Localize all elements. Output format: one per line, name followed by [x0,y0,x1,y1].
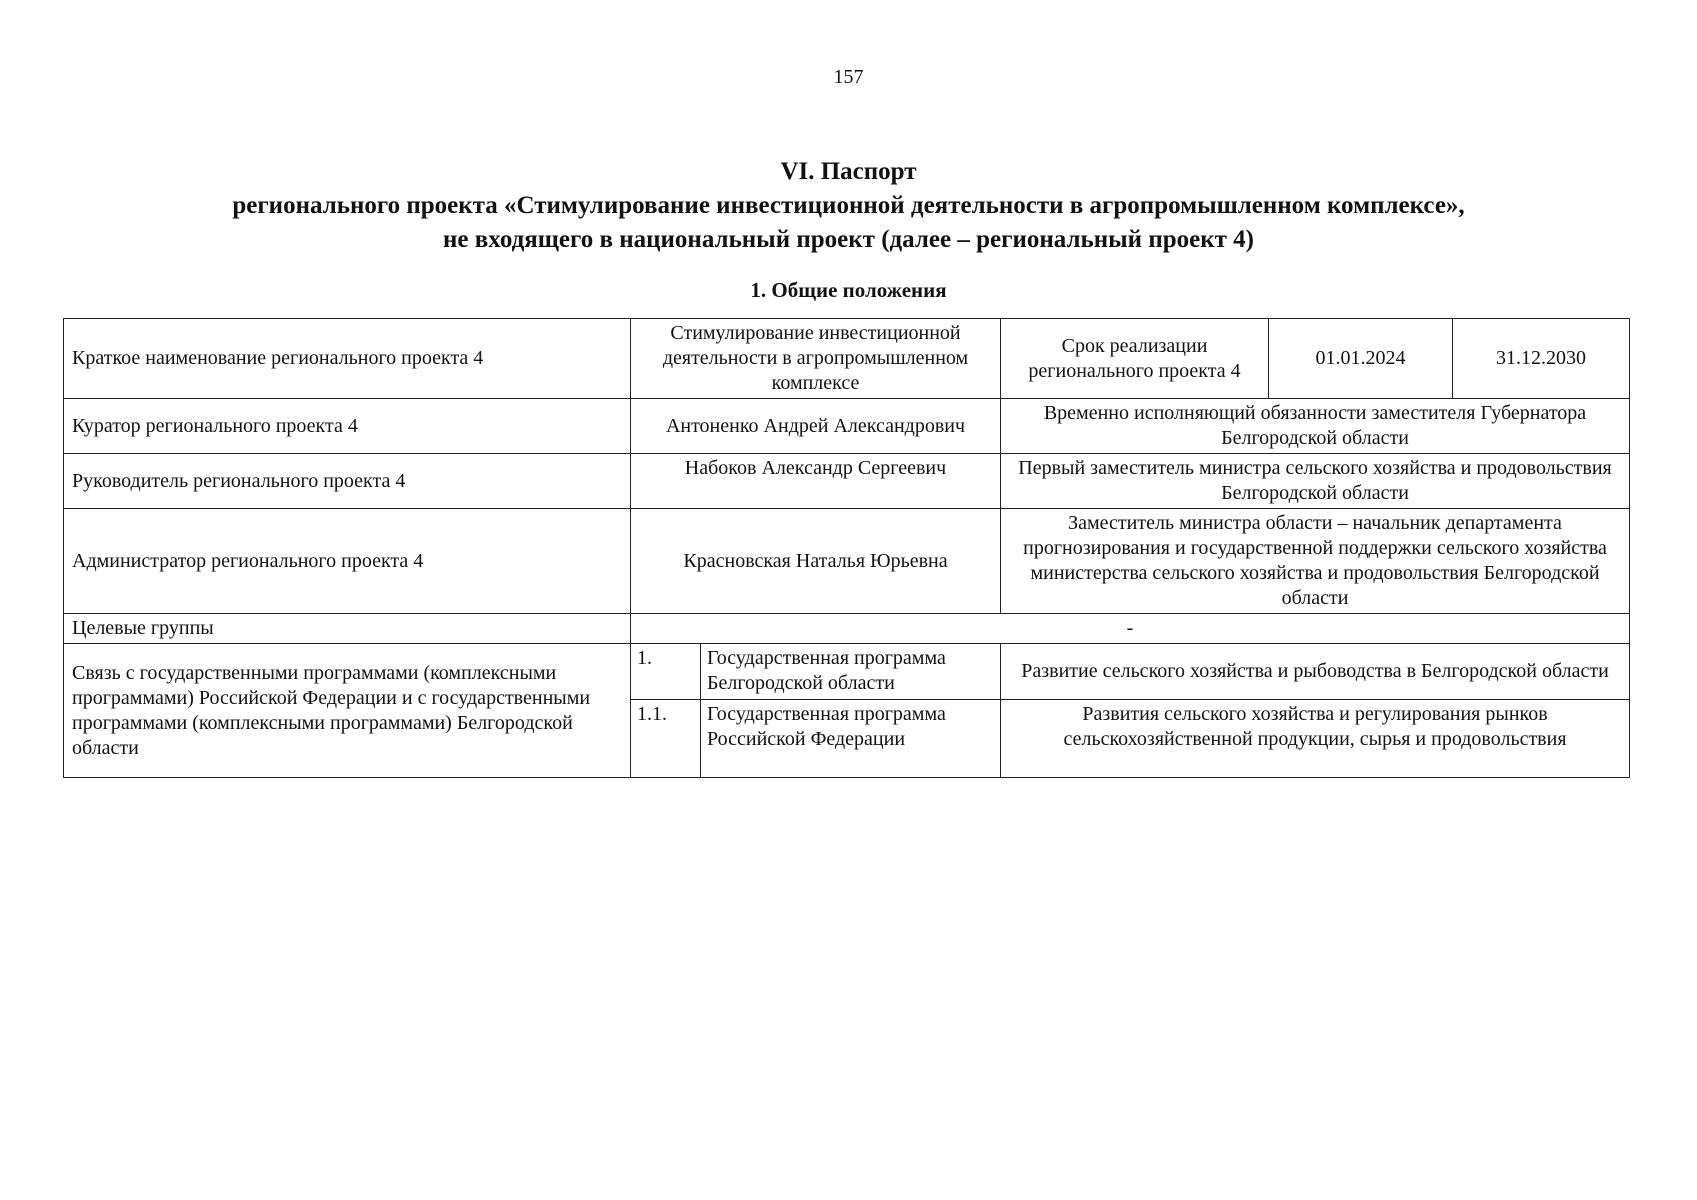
head-label: Руководитель регионального проекта 4 [64,454,631,509]
administrator-position: Заместитель министра области – начальник департамента прогнозирования и государственной поддержки сельского хозяйства министерства сельского хозяйства и продовольствия Белгородской области [1001,509,1630,614]
short-name-label: Краткое наименование регионального проекта 4 [64,319,631,399]
end-date: 31.12.2030 [1453,319,1630,399]
target-groups-label: Целевые группы [64,614,631,644]
head-position: Первый заместитель министра сельского хозяйства и продовольствия Белгородской области [1001,454,1630,509]
section-heading: 1. Общие положения [750,278,947,302]
table-row [64,509,1630,614]
program-1-name: Развитие сельского хозяйства и рыбоводства в Белгородской области [1001,644,1630,700]
start-date: 01.01.2024 [1269,319,1453,399]
program-1-number: 1. [631,644,701,700]
document-title [0,155,1697,257]
program-2-type: Государственная программа Российской Федерации [701,700,1001,778]
administrator-label: Администратор регионального проекта 4 [64,509,631,614]
head-name: Набоков Александр Сергеевич [631,454,1001,509]
title-line-1: VI. Паспорт [780,158,917,185]
table-row [64,399,1630,454]
curator-label: Куратор регионального проекта 4 [64,399,631,454]
curator-name: Антоненко Андрей Александрович [631,399,1001,454]
title-line-3: не входящего в национальный проект (далее – региональный проект 4) [443,226,1254,253]
table-row [64,319,1630,399]
short-name-value: Стимулирование инвестиционной деятельности в агропромышленном комплексе [631,319,1001,399]
program-2-number: 1.1. [631,700,701,778]
period-label: Срок реализации регионального проекта 4 [1001,319,1269,399]
table-row [64,644,1630,700]
curator-position: Временно исполняющий обязанности заместителя Губернатора Белгородской области [1001,399,1630,454]
program-1-type: Государственная программа Белгородской области [701,644,1001,700]
table-row [64,454,1630,509]
target-groups-value: - [631,614,1630,644]
table-row [64,614,1630,644]
general-provisions-table [63,318,1630,778]
page-number: 157 [833,66,864,88]
title-line-2: регионального проекта «Стимулирование инвестиционной деятельности в агропромышленном комплексе», [232,192,1465,219]
program-2-name: Развития сельского хозяйства и регулирования рынков сельскохозяйственной продукции, сырья и продовольствия [1001,700,1630,778]
administrator-name: Красновская Наталья Юрьевна [631,509,1001,614]
programs-label: Связь с государственными программами (комплексными программами) Российской Федерации и с государственными программами (комплексными программами) Белгородской области [64,644,631,778]
